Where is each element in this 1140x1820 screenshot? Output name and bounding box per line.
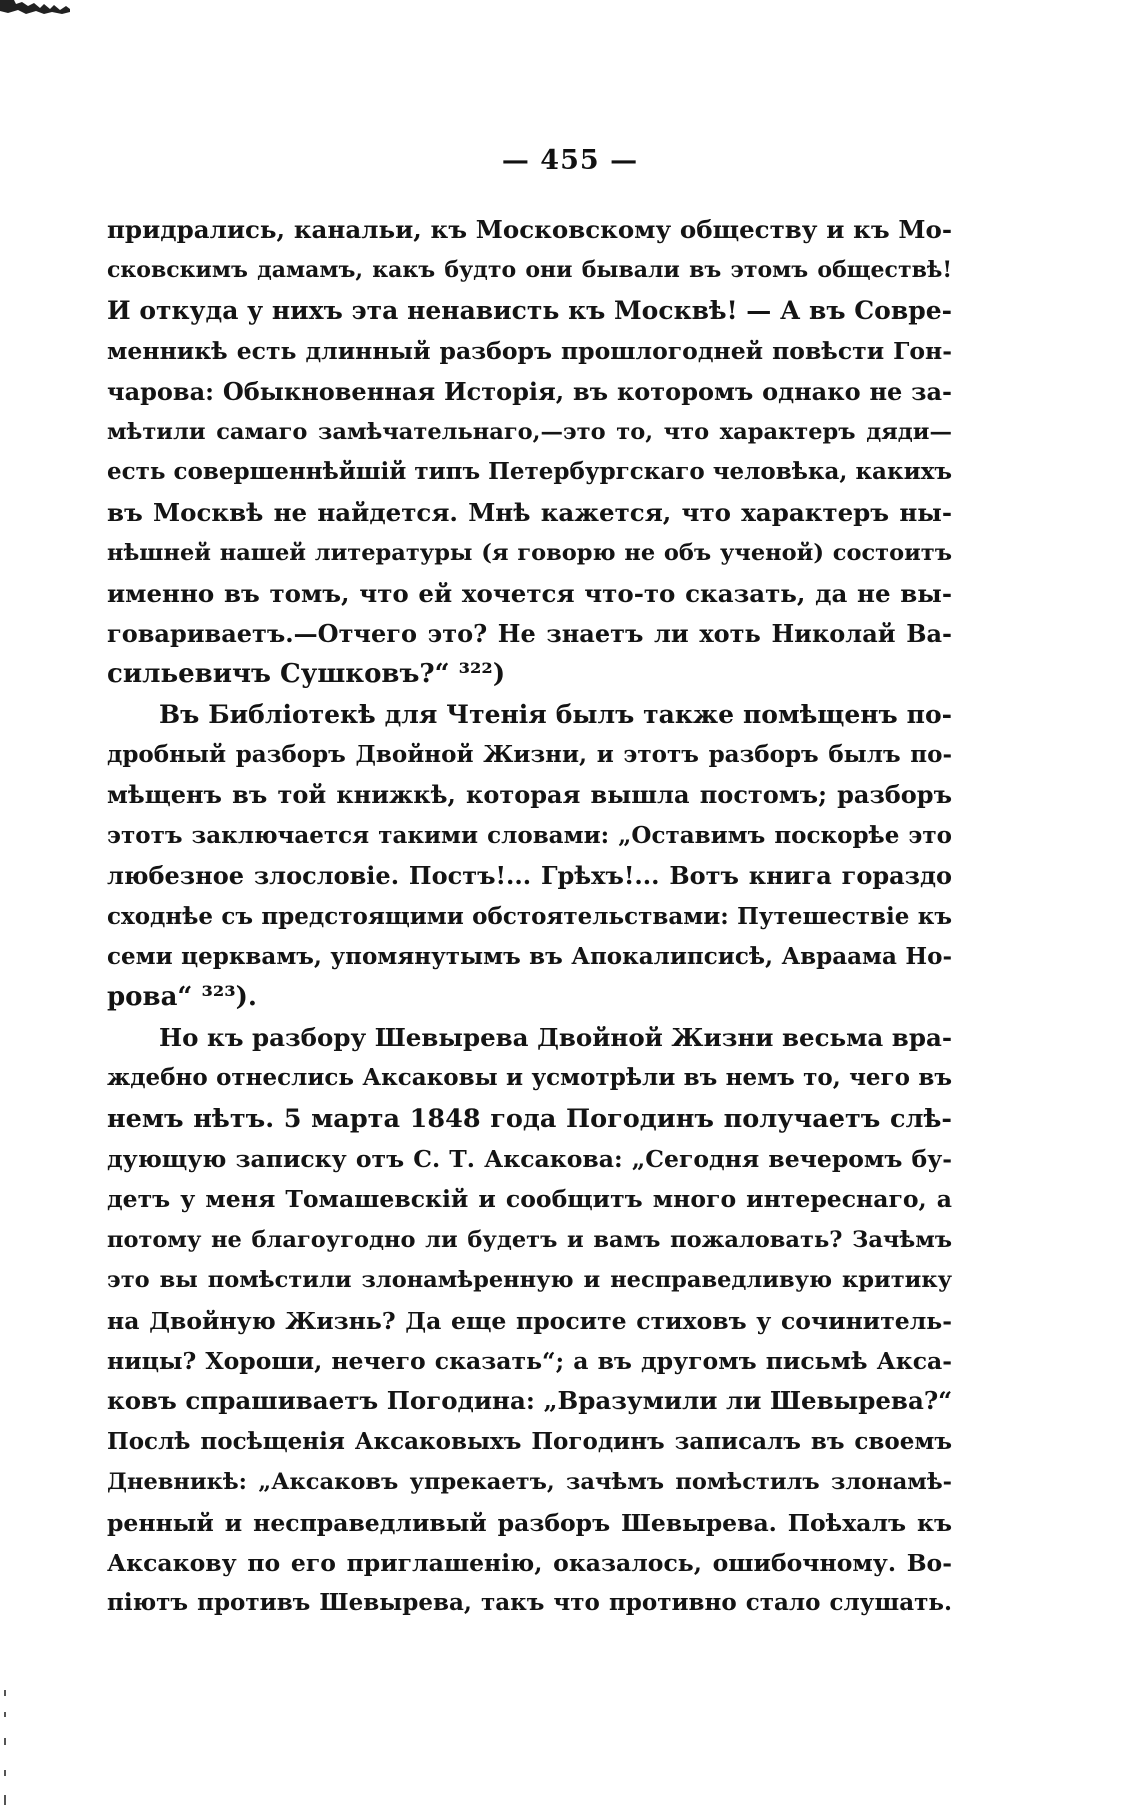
text-line: семи церквамъ, упомянутымъ въ Апокалипсисѣ, Авраама Но- xyxy=(107,943,952,971)
text-line: потому не благоугодно ли будетъ и вамъ пожаловать? Зачѣмъ xyxy=(107,1226,952,1253)
text-line: чарова: Обыкновенная Исторія, въ которомъ однако не за- xyxy=(107,376,952,406)
text-line: Аксакову по его приглашенію, оказалось, ошибочному. Во- xyxy=(107,1548,952,1577)
text-line: ницы? Хороши, нечего сказать“; а въ другомъ письмѣ Акса- xyxy=(107,1346,952,1375)
text-line: въ Москвѣ не найдется. Мнѣ кажется, что характеръ ны- xyxy=(107,497,952,527)
text-line: на Двойную Жизнь? Да еще просите стиховъ у сочинитель- xyxy=(107,1306,952,1335)
text-line: мѣтили самаго замѣчательнаго,—это то, что характеръ дяди— xyxy=(107,418,952,445)
text-line: сходнѣе съ предстоящими обстоятельствами: Путешествіе къ xyxy=(107,902,952,930)
text-line: говариваетъ.—Отчего это? Не знаетъ ли хоть Николай Ва- xyxy=(107,618,952,648)
page-number: — 455 — xyxy=(501,145,639,176)
text-line: Но къ разбору Шевырева Двойной Жизни весьма вра- xyxy=(159,1022,952,1052)
text-line: дующую записку отъ С. Т. Аксакова: „Сегодня вечеромъ бу- xyxy=(107,1144,952,1173)
text-line: Дневникѣ: „Аксаковъ упрекаетъ, зачѣмъ помѣстилъ злонамѣ- xyxy=(107,1469,952,1496)
text-line: Послѣ посѣщенія Аксаковыхъ Погодинъ записалъ въ своемъ xyxy=(107,1427,952,1455)
text-line: любезное злословіе. Постъ!... Грѣхъ!... Вотъ книга гораздо xyxy=(107,861,952,891)
text-line: нѣшней нашей литературы (я говорю не объ ученой) состоитъ xyxy=(107,540,952,567)
text-line: дробный разборъ Двойной Жизни, и этотъ разборъ былъ по- xyxy=(107,741,952,769)
text-line: Въ Библіотекѣ для Чтенія былъ также помѣщенъ по- xyxy=(159,699,952,729)
text-line: именно въ томъ, что ей хочется что-то сказать, да не вы- xyxy=(107,578,952,608)
page-body-text xyxy=(107,210,952,1624)
text-line: ковъ спрашиваетъ Погодина: „Вразумили ли Шевырева?“ xyxy=(107,1386,952,1416)
text-line: это вы помѣстили злонамѣренную и несправедливую критику xyxy=(107,1267,952,1294)
text-line: менникѣ есть длинный разборъ прошлогодней повѣсти Гон- xyxy=(107,337,952,366)
text-line: детъ у меня Томашевскій и сообщитъ много интереснаго, а xyxy=(107,1185,952,1214)
scan-corner-mark xyxy=(0,0,70,14)
text-line: есть совершеннѣйшій типъ Петербургскаго человѣка, какихъ xyxy=(107,458,952,486)
text-line: піютъ противъ Шевырева, такъ что противно стало слушать. xyxy=(107,1589,952,1617)
text-line: рова“ ³²³). xyxy=(107,982,257,1013)
text-line: немъ нѣтъ. 5 марта 1848 года Погодинъ получаетъ слѣ- xyxy=(107,1103,952,1134)
scan-edge-dots xyxy=(3,1690,7,1810)
text-line: этотъ заключается такими словами: „Оставимъ поскорѣе это xyxy=(107,821,952,849)
text-line: И откуда у нихъ эта ненависть къ Москвѣ! — А въ Совре- xyxy=(107,295,952,325)
text-line: сильевичъ Сушковъ?“ ³²²) xyxy=(107,659,506,690)
text-line: мѣщенъ въ той книжкѣ, которая вышла постомъ; разборъ xyxy=(107,780,952,810)
text-line: сковскимъ дамамъ, какъ будто они бывали въ этомъ обществѣ! xyxy=(107,257,952,284)
text-line: ренный и несправедливый разборъ Шевырева. Поѣхалъ къ xyxy=(107,1508,952,1537)
text-line: придрались, канальи, къ Московскому обществу и къ Мо- xyxy=(107,215,952,244)
text-line: ждебно отнеслись Аксаковы и усмотрѣли въ немъ то, чего въ xyxy=(107,1064,952,1092)
